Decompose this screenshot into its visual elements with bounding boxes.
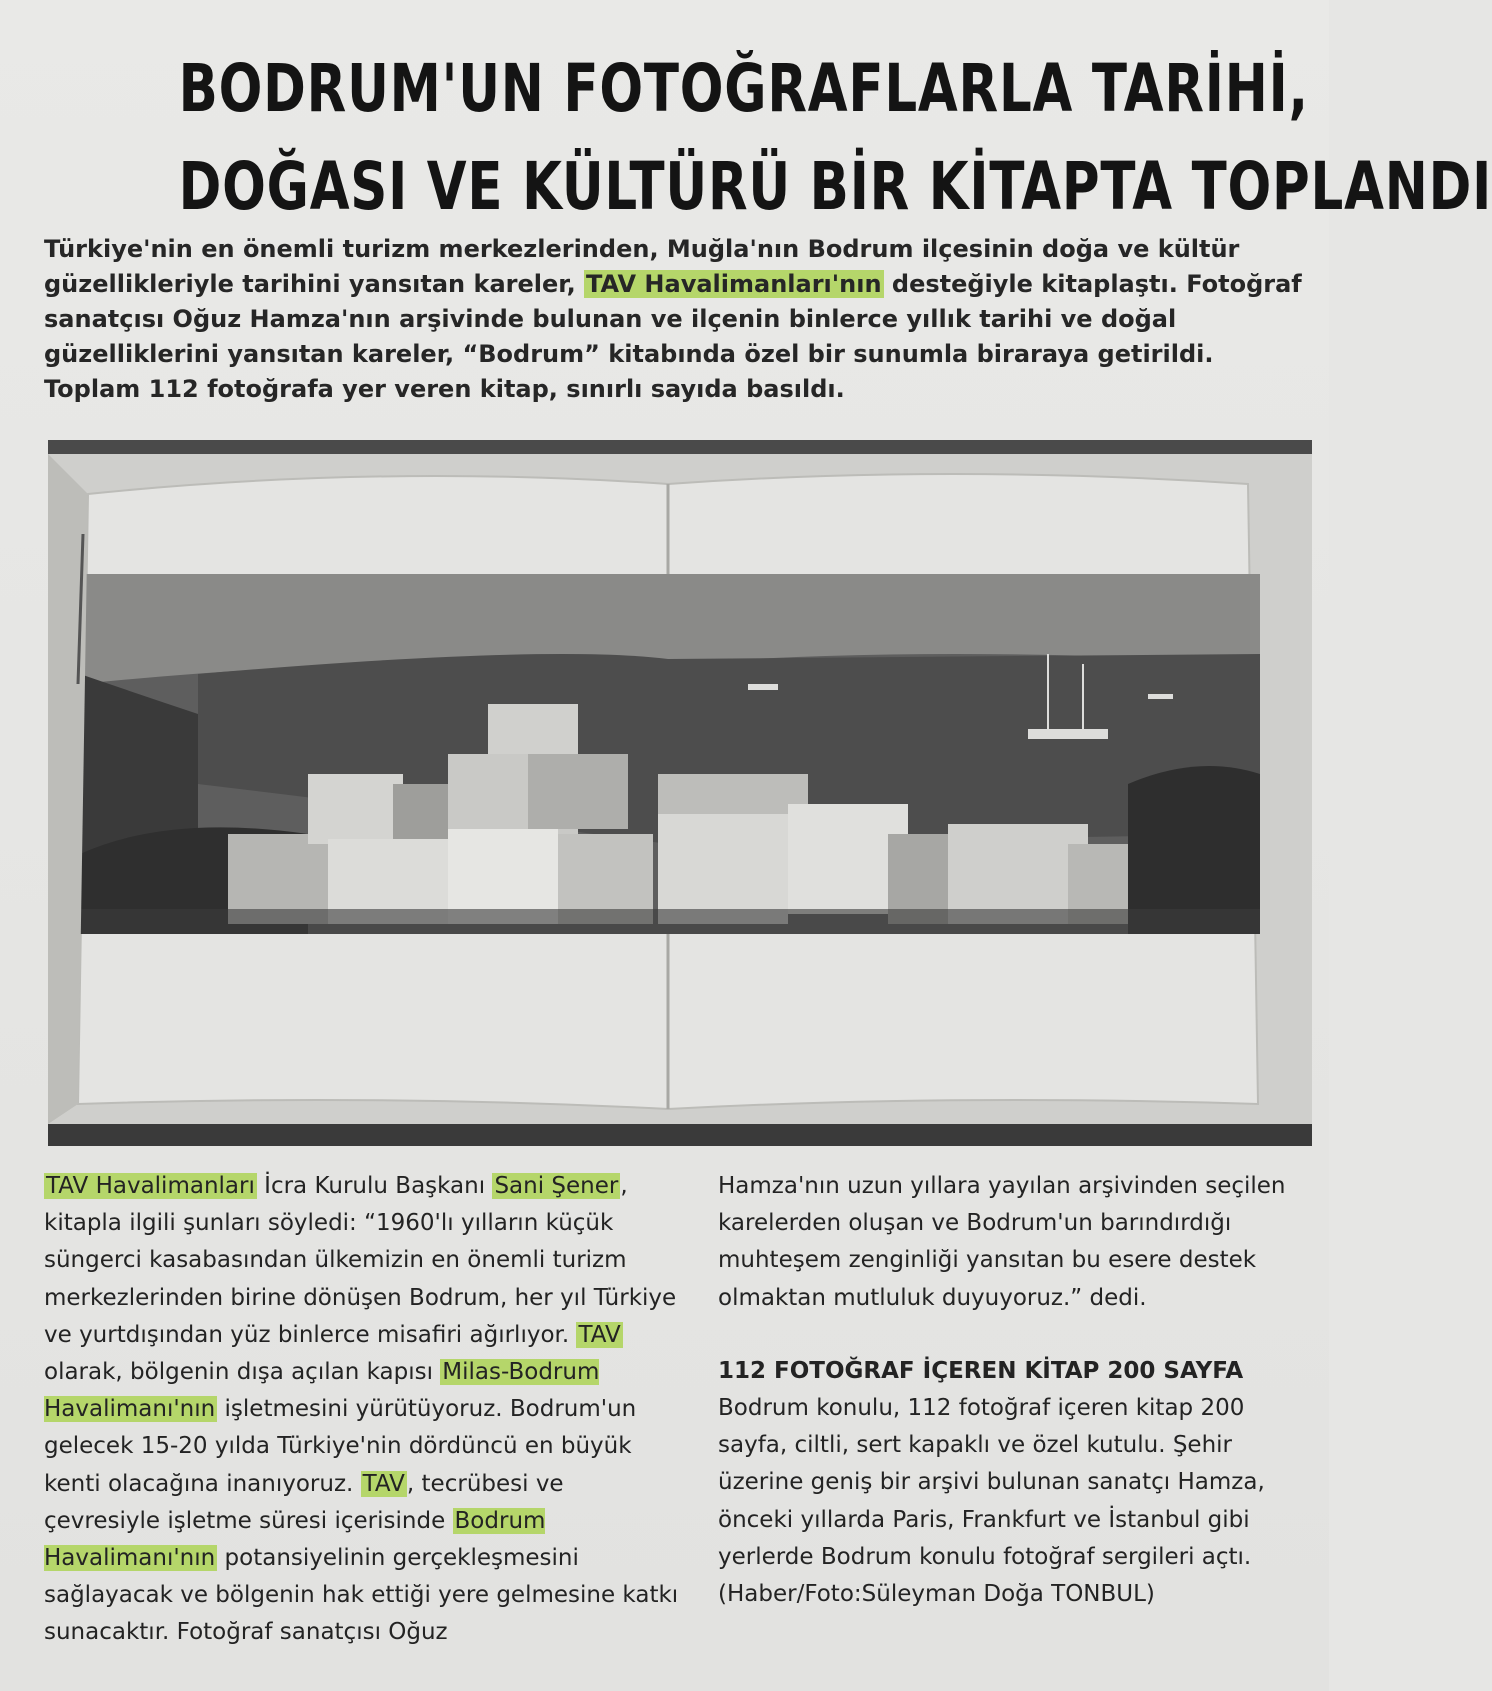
highlight-tav-1: TAV [578, 1321, 621, 1348]
photo-credit: (Haber/Foto:Süleyman Doğa TONBUL) [718, 1581, 1155, 1608]
lead-highlight: TAV Havalimanları'nın [586, 270, 882, 298]
headline-line-1: BODRUM'UN FOTOĞRAFLARLA TARİHİ, [178, 50, 1309, 127]
headline [178, 40, 1492, 236]
left-text-5: , tecrübesi ve çevresiyle işletme süresi içerisinde [44, 1470, 564, 1534]
highlight-airport-1: Milas-Bodrum Havalimanı'nın [44, 1359, 600, 1423]
left-paragraph [44, 1168, 684, 1652]
lead-paragraph [44, 232, 1314, 407]
left-text-3: olarak, bölgenin dışa açılan kapısı [44, 1359, 441, 1386]
headline-line-2: DOĞASI VE KÜLTÜRÜ BİR KİTAPTA TOPLANDI [178, 148, 1492, 225]
right-paragraph-2: Bodrum konulu, 112 fotoğraf içeren kitap 200 sayfa, ciltli, sert kapaklı ve özel kutulu. Şehir üzerine geniş bir arşivi bulunan sanatçı Hamza, önceki yıllarda Paris, Frankfurt ve İstanbul gibi yerlerde Bodrum konulu fotoğraf sergileri açtı. [718, 1395, 1265, 1570]
right-paragraph-1: Hamza'nın uzun yıllara yayılan arşivinden seçilen karelerden oluşan ve Bodrum'un barındırdığı muhteşem zenginliği yansıtan bu esere destek olmaktan mutluluk duyuyoruz.” dedi. [718, 1173, 1286, 1311]
open-book-illustration [48, 454, 1312, 1124]
lead-text-2: desteğiyle kitaplaştı. Fotoğraf sanatçısı Oğuz Hamza'nın arşivinde bulunan ve ilçenin binlerce yıllık tarihi ve doğal güzelliklerini yansıtan kareler, “Bodrum” kitabında özel bir sunumla biraraya getirildi. Toplam 112 fotoğrafa yer veren kitap, sınırlı sayıda basıldı. [44, 270, 1302, 403]
highlight-company: TAV Havalimanları [46, 1173, 255, 1199]
body-right-column [718, 1168, 1318, 1613]
lead-text-1: Türkiye'nin en önemli turizm merkezlerinden, Muğla'nın Bodrum ilçesinin doğa ve kültür güzellikleriyle tarihini yansıtan kareler, [44, 235, 1240, 298]
highlight-tav-2: TAV [362, 1470, 405, 1497]
left-text-1: İcra Kurulu Başkanı [256, 1173, 493, 1199]
body-left-column [44, 1168, 684, 1652]
subheading: 112 FOTOĞRAF İÇEREN KİTAP 200 SAYFA [718, 1357, 1244, 1384]
left-text-2: , kitapla ilgili şunları söyledi: “1960'lı yılların küçük süngerci kasabasından ülkemizin en önemli turizm merkezlerinden birine dönüşen Bodrum, her yıl Türkiye ve yurtdışından yüz binlerce misafiri ağırlıyor. [44, 1173, 677, 1348]
left-text-4: işletmesini yürütüyoruz. Bodrum'un gelecek 15-20 yılda Türkiye'nin dördüncü en büyük kenti olacağına inanıyoruz. [44, 1396, 637, 1497]
left-text-6: potansiyelinin gerçekleşmesini sağlayacak ve bölgenin hak ettiği yere gelmesine katkı sunacaktır. Fotoğraf sanatçısı Oğuz [44, 1545, 679, 1646]
highlight-person: Sani Şener [494, 1173, 619, 1199]
book-photo [48, 440, 1312, 1146]
highlight-airport-2: Bodrum Havalimanı'nın [44, 1507, 546, 1572]
